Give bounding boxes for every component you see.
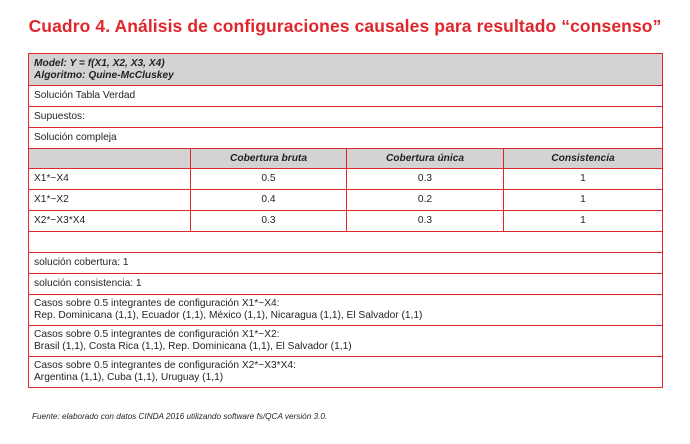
configurations-table (28, 53, 663, 388)
cases-cell (29, 326, 663, 357)
configuration-label: X1*~X2 (29, 190, 191, 211)
cases-row (29, 326, 663, 357)
raw-coverage-value: 0.4 (191, 190, 347, 211)
complex-solution-row (29, 128, 663, 149)
unique-coverage-value: 0.3 (347, 211, 504, 232)
cases-cell (29, 295, 663, 326)
source-note: Fuente: elaborado con datos CINDA 2016 utilizando software fs/QCA versión 3.0. (32, 412, 328, 421)
table-row (29, 190, 663, 211)
configuration-label: X2*~X3*X4 (29, 211, 191, 232)
cases-heading: Casos sobre 0.5 integrantes de configuración X1*~X2: (34, 329, 280, 340)
blank-cell (29, 232, 663, 253)
column-header-unique-coverage: Cobertura única (347, 149, 504, 169)
column-header-empty (29, 149, 191, 169)
model-header-cell (29, 54, 663, 86)
cases-row (29, 357, 663, 388)
blank-row (29, 232, 663, 253)
solution-consistency-row (29, 274, 663, 295)
consistency-value: 1 (504, 169, 663, 190)
consistency-value: 1 (504, 211, 663, 232)
solution-coverage-cell: solución cobertura: 1 (29, 253, 663, 274)
table-row (29, 211, 663, 232)
algorithm-line: Algoritmo: Quine-McCluskey (34, 69, 174, 81)
table-row (29, 169, 663, 190)
cases-list: Brasil (1,1), Costa Rica (1,1), Rep. Dominicana (1,1), El Salvador (1,1) (34, 341, 352, 352)
truth-table-cell: Solución Tabla Verdad (29, 86, 663, 107)
unique-coverage-value: 0.3 (347, 169, 504, 190)
cases-row (29, 295, 663, 326)
solution-coverage-row (29, 253, 663, 274)
model-line: Model: Y = f(X1, X2, X3, X4) (34, 57, 165, 69)
cases-list: Rep. Dominicana (1,1), Ecuador (1,1), México (1,1), Nicaragua (1,1), El Salvador (1,1) (34, 310, 423, 321)
model-header-row (29, 54, 663, 86)
cases-heading: Casos sobre 0.5 integrantes de configuración X2*~X3*X4: (34, 360, 296, 371)
truth-table-row (29, 86, 663, 107)
unique-coverage-value: 0.2 (347, 190, 504, 211)
column-header-raw-coverage: Cobertura bruta (191, 149, 347, 169)
configuration-label: X1*~X4 (29, 169, 191, 190)
cases-list: Argentina (1,1), Cuba (1,1), Uruguay (1,1) (34, 372, 224, 383)
cases-cell (29, 357, 663, 388)
solution-consistency-cell: solución consistencia: 1 (29, 274, 663, 295)
table-title: Cuadro 4. Análisis de configuraciones causales para resultado “consenso” (28, 16, 662, 36)
column-header-consistency: Consistencia (504, 149, 663, 169)
consistency-value: 1 (504, 190, 663, 211)
column-header-row (29, 149, 663, 169)
cases-heading: Casos sobre 0.5 integrantes de configuración X1*~X4: (34, 298, 280, 309)
assumptions-row (29, 107, 663, 128)
raw-coverage-value: 0.3 (191, 211, 347, 232)
assumptions-cell: Supuestos: (29, 107, 663, 128)
raw-coverage-value: 0.5 (191, 169, 347, 190)
complex-solution-cell: Solución compleja (29, 128, 663, 149)
